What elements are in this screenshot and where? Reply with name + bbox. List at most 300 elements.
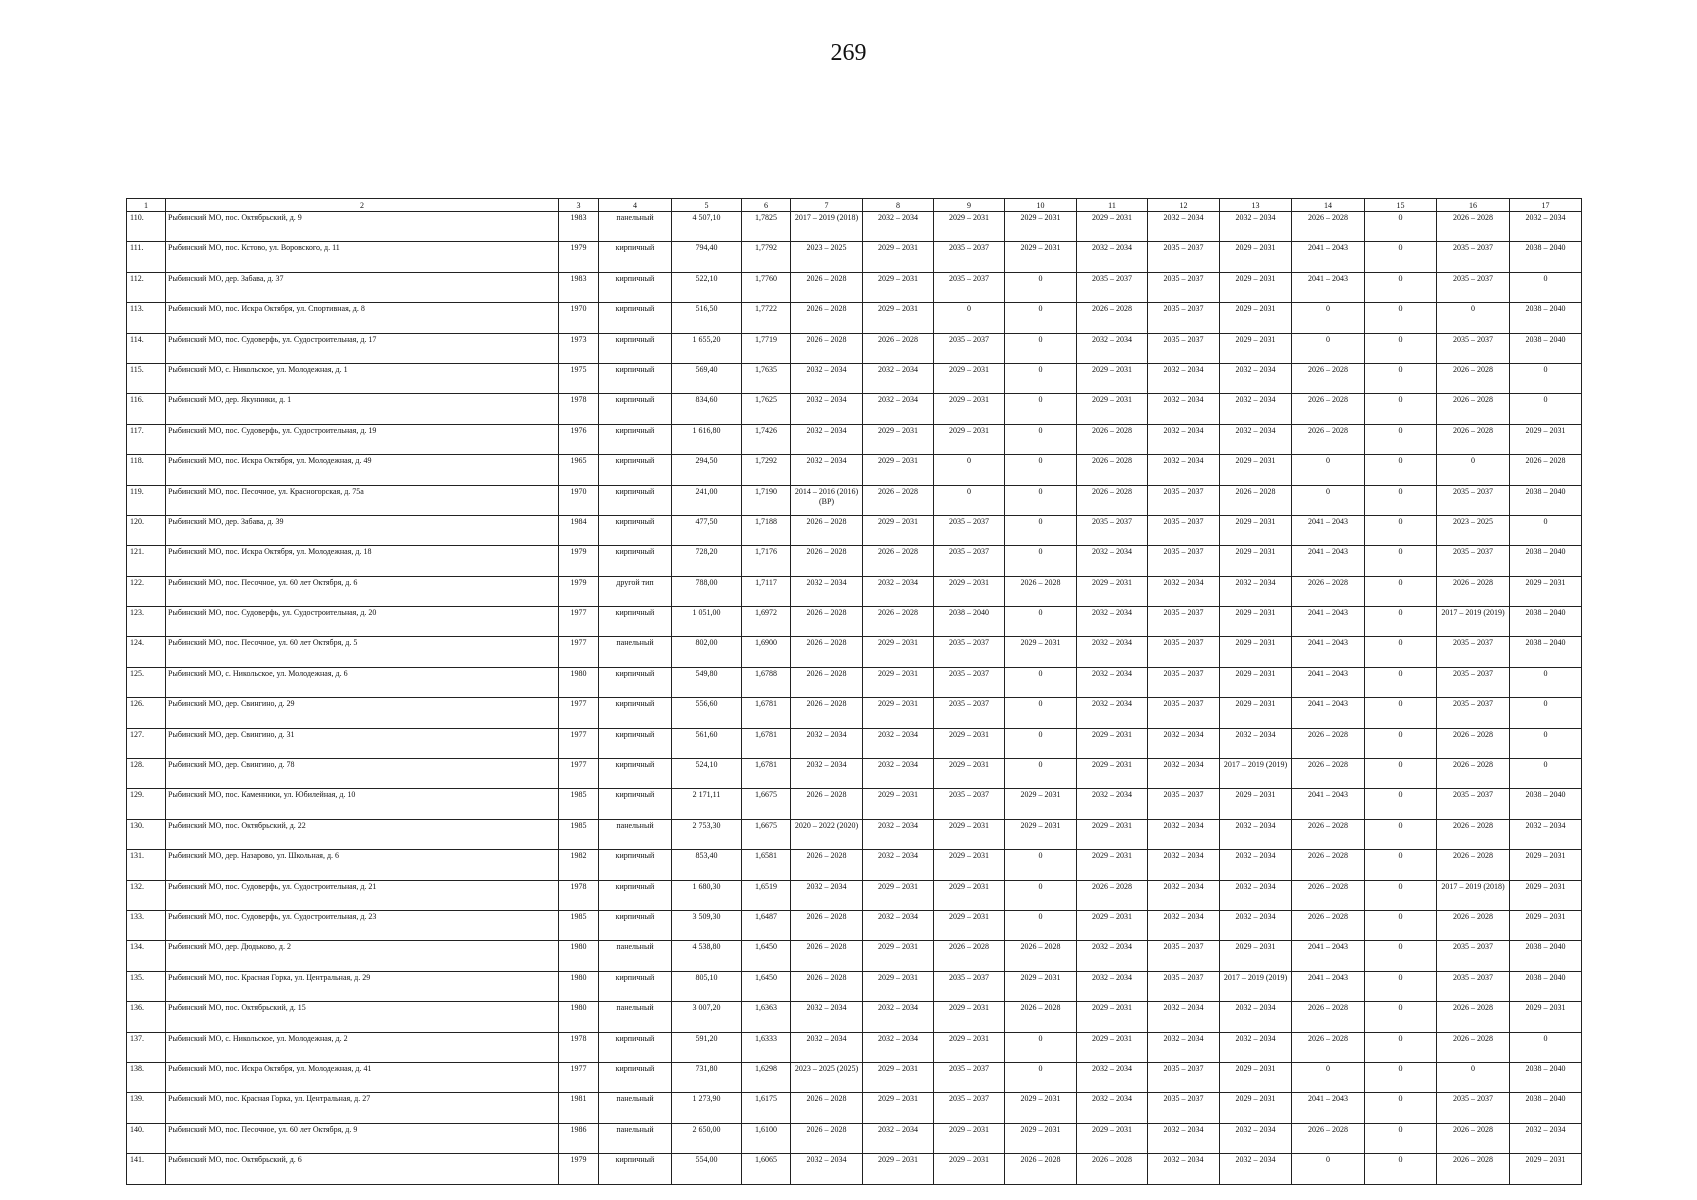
table-cell-col-7: 2032 – 2034 bbox=[791, 576, 863, 606]
table-cell-col-11: 2032 – 2034 bbox=[1077, 546, 1148, 576]
table-row bbox=[127, 941, 1582, 971]
table-cell-col-11: 2032 – 2034 bbox=[1077, 698, 1148, 728]
table-cell-col-15: 0 bbox=[1365, 667, 1437, 697]
table-cell-col-12: 2032 – 2034 bbox=[1148, 1123, 1220, 1153]
table-row bbox=[127, 759, 1582, 789]
table-cell-col-3: 1979 bbox=[559, 546, 599, 576]
table-cell-col-8: 2032 – 2034 bbox=[863, 212, 934, 242]
table-cell-col-17: 2038 – 2040 bbox=[1510, 637, 1582, 667]
table-cell-col-2: Рыбинский МО, пос. Кстово, ул. Воровского, д. 11 bbox=[166, 242, 559, 272]
table-cell-col-15: 0 bbox=[1365, 607, 1437, 637]
table-cell-col-11: 2032 – 2034 bbox=[1077, 1093, 1148, 1123]
table-cell-col-14: 2041 – 2043 bbox=[1292, 272, 1365, 302]
table-cell-col-16: 2026 – 2028 bbox=[1437, 576, 1510, 606]
table-cell-col-15: 0 bbox=[1365, 485, 1437, 515]
table-cell-col-9: 2029 – 2031 bbox=[934, 1123, 1005, 1153]
table-row bbox=[127, 698, 1582, 728]
table-cell-col-1: 127. bbox=[127, 728, 166, 758]
table-cell-col-12: 2032 – 2034 bbox=[1148, 455, 1220, 485]
table-cell-col-1: 119. bbox=[127, 485, 166, 515]
table-cell-col-12: 2032 – 2034 bbox=[1148, 394, 1220, 424]
table-cell-col-1: 122. bbox=[127, 576, 166, 606]
table-cell-col-1: 112. bbox=[127, 272, 166, 302]
table-cell-col-4: панельный bbox=[599, 212, 672, 242]
table-cell-col-8: 2032 – 2034 bbox=[863, 819, 934, 849]
table-cell-col-9: 2035 – 2037 bbox=[934, 637, 1005, 667]
table-cell-col-7: 2032 – 2034 bbox=[791, 728, 863, 758]
table-cell-col-5: 834,60 bbox=[672, 394, 742, 424]
table-cell-col-2: Рыбинский МО, пос. Песочное, ул. Красногорская, д. 75а bbox=[166, 485, 559, 515]
table-cell-col-13: 2032 – 2034 bbox=[1220, 363, 1292, 393]
table-cell-col-10: 0 bbox=[1005, 485, 1077, 515]
table-cell-col-3: 1983 bbox=[559, 272, 599, 302]
table-cell-col-1: 117. bbox=[127, 424, 166, 454]
table-cell-col-14: 2026 – 2028 bbox=[1292, 1123, 1365, 1153]
table-cell-col-10: 0 bbox=[1005, 1032, 1077, 1062]
table-cell-col-17: 0 bbox=[1510, 515, 1582, 545]
table-cell-col-9: 2026 – 2028 bbox=[934, 941, 1005, 971]
table-cell-col-9: 2035 – 2037 bbox=[934, 1093, 1005, 1123]
table-cell-col-10: 0 bbox=[1005, 394, 1077, 424]
table-cell-col-6: 1,6100 bbox=[742, 1123, 791, 1153]
table-cell-col-13: 2026 – 2028 bbox=[1220, 485, 1292, 515]
table-cell-col-13: 2032 – 2034 bbox=[1220, 212, 1292, 242]
table-cell-col-13: 2029 – 2031 bbox=[1220, 607, 1292, 637]
table-cell-col-16: 2026 – 2028 bbox=[1437, 1123, 1510, 1153]
table-cell-col-13: 2032 – 2034 bbox=[1220, 728, 1292, 758]
table-cell-col-9: 0 bbox=[934, 485, 1005, 515]
table-cell-col-6: 1,6788 bbox=[742, 667, 791, 697]
table-cell-col-3: 1985 bbox=[559, 819, 599, 849]
table-row bbox=[127, 850, 1582, 880]
table-cell-col-7: 2032 – 2034 bbox=[791, 880, 863, 910]
table-cell-col-12: 2032 – 2034 bbox=[1148, 759, 1220, 789]
table-cell-col-15: 0 bbox=[1365, 819, 1437, 849]
table-cell-col-10: 0 bbox=[1005, 363, 1077, 393]
table-cell-col-2: Рыбинский МО, пос. Октябрьский, д. 6 bbox=[166, 1154, 559, 1184]
table-cell-col-7: 2026 – 2028 bbox=[791, 515, 863, 545]
table-cell-col-9: 2029 – 2031 bbox=[934, 1002, 1005, 1032]
table-cell-col-9: 2029 – 2031 bbox=[934, 1032, 1005, 1062]
table-cell-col-1: 141. bbox=[127, 1154, 166, 1184]
table-cell-col-7: 2017 – 2019 (2018) bbox=[791, 212, 863, 242]
table-cell-col-9: 2029 – 2031 bbox=[934, 576, 1005, 606]
table-cell-col-9: 2029 – 2031 bbox=[934, 880, 1005, 910]
table-cell-col-4: панельный bbox=[599, 637, 672, 667]
table-cell-col-9: 0 bbox=[934, 303, 1005, 333]
table-cell-col-2: Рыбинский МО, пос. Судоверфь, ул. Судостроительная, д. 21 bbox=[166, 880, 559, 910]
table-cell-col-2: Рыбинский МО, пос. Искра Октября, ул. Молодежная, д. 18 bbox=[166, 546, 559, 576]
table-cell-col-8: 2029 – 2031 bbox=[863, 880, 934, 910]
table-cell-col-13: 2029 – 2031 bbox=[1220, 1062, 1292, 1092]
table-cell-col-4: кирпичный bbox=[599, 728, 672, 758]
housing-table bbox=[126, 198, 1582, 1185]
table-cell-col-8: 2026 – 2028 bbox=[863, 485, 934, 515]
table-cell-col-5: 554,00 bbox=[672, 1154, 742, 1184]
table-cell-col-10: 0 bbox=[1005, 424, 1077, 454]
table-cell-col-12: 2032 – 2034 bbox=[1148, 850, 1220, 880]
table-cell-col-4: кирпичный bbox=[599, 789, 672, 819]
table-cell-col-7: 2026 – 2028 bbox=[791, 333, 863, 363]
table-cell-col-11: 2029 – 2031 bbox=[1077, 1032, 1148, 1062]
table-cell-col-4: кирпичный bbox=[599, 424, 672, 454]
table-cell-col-5: 477,50 bbox=[672, 515, 742, 545]
table-cell-col-10: 0 bbox=[1005, 667, 1077, 697]
table-cell-col-13: 2029 – 2031 bbox=[1220, 303, 1292, 333]
table-cell-col-8: 2029 – 2031 bbox=[863, 667, 934, 697]
table-cell-col-1: 134. bbox=[127, 941, 166, 971]
table-cell-col-1: 115. bbox=[127, 363, 166, 393]
table-cell-col-5: 794,40 bbox=[672, 242, 742, 272]
table-cell-col-7: 2026 – 2028 bbox=[791, 667, 863, 697]
table-cell-col-5: 1 680,30 bbox=[672, 880, 742, 910]
table-cell-col-1: 113. bbox=[127, 303, 166, 333]
table-cell-col-6: 1,6333 bbox=[742, 1032, 791, 1062]
table-cell-col-12: 2032 – 2034 bbox=[1148, 363, 1220, 393]
table-cell-col-12: 2032 – 2034 bbox=[1148, 424, 1220, 454]
table-cell-col-5: 3 509,30 bbox=[672, 910, 742, 940]
table-cell-col-6: 1,6675 bbox=[742, 819, 791, 849]
table-cell-col-16: 2026 – 2028 bbox=[1437, 910, 1510, 940]
table-cell-col-14: 0 bbox=[1292, 1062, 1365, 1092]
header-row bbox=[127, 199, 1582, 212]
table-cell-col-14: 2026 – 2028 bbox=[1292, 576, 1365, 606]
table-row bbox=[127, 394, 1582, 424]
table-cell-col-15: 0 bbox=[1365, 546, 1437, 576]
table-cell-col-16: 2035 – 2037 bbox=[1437, 1093, 1510, 1123]
column-header-1: 1 bbox=[127, 199, 166, 212]
table-cell-col-15: 0 bbox=[1365, 424, 1437, 454]
table-cell-col-8: 2029 – 2031 bbox=[863, 1062, 934, 1092]
table-cell-col-12: 2032 – 2034 bbox=[1148, 212, 1220, 242]
table-cell-col-17: 2032 – 2034 bbox=[1510, 1123, 1582, 1153]
table-cell-col-15: 0 bbox=[1365, 1154, 1437, 1184]
table-cell-col-4: кирпичный bbox=[599, 303, 672, 333]
table-cell-col-17: 2026 – 2028 bbox=[1510, 455, 1582, 485]
table-cell-col-17: 2038 – 2040 bbox=[1510, 333, 1582, 363]
table-cell-col-13: 2032 – 2034 bbox=[1220, 910, 1292, 940]
table-cell-col-3: 1978 bbox=[559, 880, 599, 910]
table-cell-col-1: 114. bbox=[127, 333, 166, 363]
table-cell-col-10: 0 bbox=[1005, 546, 1077, 576]
table-cell-col-6: 1,6675 bbox=[742, 789, 791, 819]
table-cell-col-7: 2026 – 2028 bbox=[791, 303, 863, 333]
table-cell-col-9: 2029 – 2031 bbox=[934, 394, 1005, 424]
table-cell-col-8: 2029 – 2031 bbox=[863, 637, 934, 667]
table-cell-col-16: 2017 – 2019 (2018) bbox=[1437, 880, 1510, 910]
table-cell-col-14: 2041 – 2043 bbox=[1292, 667, 1365, 697]
table-cell-col-11: 2032 – 2034 bbox=[1077, 1062, 1148, 1092]
table-cell-col-7: 2032 – 2034 bbox=[791, 1002, 863, 1032]
table-cell-col-4: кирпичный bbox=[599, 850, 672, 880]
table-cell-col-8: 2032 – 2034 bbox=[863, 728, 934, 758]
table-cell-col-13: 2032 – 2034 bbox=[1220, 1032, 1292, 1062]
table-row bbox=[127, 1154, 1582, 1184]
table-cell-col-5: 2 753,30 bbox=[672, 819, 742, 849]
table-cell-col-15: 0 bbox=[1365, 363, 1437, 393]
table-cell-col-9: 2029 – 2031 bbox=[934, 424, 1005, 454]
table-cell-col-11: 2029 – 2031 bbox=[1077, 1123, 1148, 1153]
table-cell-col-15: 0 bbox=[1365, 1093, 1437, 1123]
table-cell-col-16: 2026 – 2028 bbox=[1437, 1154, 1510, 1184]
table-cell-col-3: 1980 bbox=[559, 667, 599, 697]
table-cell-col-3: 1977 bbox=[559, 698, 599, 728]
table-cell-col-13: 2029 – 2031 bbox=[1220, 242, 1292, 272]
table-cell-col-9: 2035 – 2037 bbox=[934, 1062, 1005, 1092]
table-cell-col-5: 2 650,00 bbox=[672, 1123, 742, 1153]
table-cell-col-17: 2038 – 2040 bbox=[1510, 546, 1582, 576]
table-cell-col-9: 2035 – 2037 bbox=[934, 333, 1005, 363]
table-cell-col-2: Рыбинский МО, пос. Красная Горка, ул. Центральная, д. 29 bbox=[166, 971, 559, 1001]
table-cell-col-4: кирпичный bbox=[599, 333, 672, 363]
table-cell-col-10: 0 bbox=[1005, 333, 1077, 363]
table-cell-col-13: 2032 – 2034 bbox=[1220, 424, 1292, 454]
table-row bbox=[127, 880, 1582, 910]
table-cell-col-1: 128. bbox=[127, 759, 166, 789]
table-cell-col-8: 2029 – 2031 bbox=[863, 941, 934, 971]
table-cell-col-5: 556,60 bbox=[672, 698, 742, 728]
table-cell-col-13: 2032 – 2034 bbox=[1220, 880, 1292, 910]
table-cell-col-16: 2026 – 2028 bbox=[1437, 819, 1510, 849]
table-cell-col-16: 2026 – 2028 bbox=[1437, 1002, 1510, 1032]
table-cell-col-10: 0 bbox=[1005, 728, 1077, 758]
table-cell-col-2: Рыбинский МО, пос. Искра Октября, ул. Спортивная, д. 8 bbox=[166, 303, 559, 333]
table-cell-col-14: 2026 – 2028 bbox=[1292, 1002, 1365, 1032]
table-row bbox=[127, 819, 1582, 849]
table-cell-col-10: 2026 – 2028 bbox=[1005, 1002, 1077, 1032]
table-cell-col-4: панельный bbox=[599, 941, 672, 971]
table-cell-col-1: 126. bbox=[127, 698, 166, 728]
column-header-15: 15 bbox=[1365, 199, 1437, 212]
table-cell-col-4: кирпичный bbox=[599, 667, 672, 697]
table-cell-col-12: 2032 – 2034 bbox=[1148, 576, 1220, 606]
table-cell-col-15: 0 bbox=[1365, 789, 1437, 819]
table-cell-col-5: 1 273,90 bbox=[672, 1093, 742, 1123]
table-cell-col-8: 2026 – 2028 bbox=[863, 546, 934, 576]
table-cell-col-9: 2029 – 2031 bbox=[934, 212, 1005, 242]
table-cell-col-12: 2035 – 2037 bbox=[1148, 1093, 1220, 1123]
table-cell-col-5: 4 538,80 bbox=[672, 941, 742, 971]
table-cell-col-10: 0 bbox=[1005, 910, 1077, 940]
table-cell-col-1: 136. bbox=[127, 1002, 166, 1032]
table-cell-col-17: 2038 – 2040 bbox=[1510, 242, 1582, 272]
table-row bbox=[127, 576, 1582, 606]
table-cell-col-11: 2029 – 2031 bbox=[1077, 819, 1148, 849]
table-cell-col-14: 2041 – 2043 bbox=[1292, 1093, 1365, 1123]
table-cell-col-10: 2029 – 2031 bbox=[1005, 637, 1077, 667]
table-cell-col-14: 2026 – 2028 bbox=[1292, 363, 1365, 393]
table-cell-col-11: 2029 – 2031 bbox=[1077, 1002, 1148, 1032]
table-cell-col-16: 2026 – 2028 bbox=[1437, 424, 1510, 454]
table-cell-col-4: кирпичный bbox=[599, 485, 672, 515]
table-cell-col-2: Рыбинский МО, дер. Якунники, д. 1 bbox=[166, 394, 559, 424]
table-row bbox=[127, 272, 1582, 302]
table-cell-col-4: кирпичный bbox=[599, 546, 672, 576]
column-header-16: 16 bbox=[1437, 199, 1510, 212]
table-cell-col-7: 2032 – 2034 bbox=[791, 363, 863, 393]
table-cell-col-3: 1977 bbox=[559, 728, 599, 758]
table-cell-col-14: 0 bbox=[1292, 333, 1365, 363]
table-cell-col-11: 2029 – 2031 bbox=[1077, 850, 1148, 880]
table-cell-col-6: 1,6781 bbox=[742, 698, 791, 728]
table-cell-col-4: кирпичный bbox=[599, 910, 672, 940]
table-cell-col-3: 1976 bbox=[559, 424, 599, 454]
table-cell-col-10: 2029 – 2031 bbox=[1005, 819, 1077, 849]
table-cell-col-13: 2029 – 2031 bbox=[1220, 515, 1292, 545]
table-cell-col-11: 2029 – 2031 bbox=[1077, 394, 1148, 424]
table-cell-col-16: 2035 – 2037 bbox=[1437, 546, 1510, 576]
table-cell-col-1: 140. bbox=[127, 1123, 166, 1153]
table-cell-col-12: 2035 – 2037 bbox=[1148, 971, 1220, 1001]
table-row bbox=[127, 424, 1582, 454]
table-cell-col-6: 1,7292 bbox=[742, 455, 791, 485]
table-cell-col-9: 2035 – 2037 bbox=[934, 272, 1005, 302]
table-cell-col-16: 2026 – 2028 bbox=[1437, 759, 1510, 789]
table-cell-col-3: 1978 bbox=[559, 394, 599, 424]
table-cell-col-1: 137. bbox=[127, 1032, 166, 1062]
table-cell-col-2: Рыбинский МО, дер. Свингино, д. 31 bbox=[166, 728, 559, 758]
table-cell-col-13: 2017 – 2019 (2019) bbox=[1220, 971, 1292, 1001]
table-cell-col-17: 0 bbox=[1510, 394, 1582, 424]
table-cell-col-16: 2035 – 2037 bbox=[1437, 272, 1510, 302]
table-cell-col-8: 2029 – 2031 bbox=[863, 424, 934, 454]
table-cell-col-5: 241,00 bbox=[672, 485, 742, 515]
table-cell-col-7: 2032 – 2034 bbox=[791, 455, 863, 485]
table-cell-col-12: 2035 – 2037 bbox=[1148, 515, 1220, 545]
table-cell-col-8: 2029 – 2031 bbox=[863, 272, 934, 302]
table-cell-col-2: Рыбинский МО, пос. Красная Горка, ул. Центральная, д. 27 bbox=[166, 1093, 559, 1123]
table-cell-col-1: 138. bbox=[127, 1062, 166, 1092]
table-cell-col-10: 2026 – 2028 bbox=[1005, 576, 1077, 606]
table-cell-col-8: 2029 – 2031 bbox=[863, 303, 934, 333]
table-cell-col-3: 1975 bbox=[559, 363, 599, 393]
table-cell-col-14: 0 bbox=[1292, 485, 1365, 515]
table-cell-col-12: 2032 – 2034 bbox=[1148, 728, 1220, 758]
table-cell-col-6: 1,6581 bbox=[742, 850, 791, 880]
table-cell-col-10: 2026 – 2028 bbox=[1005, 1154, 1077, 1184]
table-cell-col-9: 2035 – 2037 bbox=[934, 242, 1005, 272]
table-row bbox=[127, 242, 1582, 272]
column-header-12: 12 bbox=[1148, 199, 1220, 212]
table-cell-col-13: 2029 – 2031 bbox=[1220, 1093, 1292, 1123]
table-cell-col-11: 2032 – 2034 bbox=[1077, 637, 1148, 667]
table-cell-col-10: 2029 – 2031 bbox=[1005, 971, 1077, 1001]
table-cell-col-9: 2029 – 2031 bbox=[934, 910, 1005, 940]
table-cell-col-12: 2032 – 2034 bbox=[1148, 1032, 1220, 1062]
table-row bbox=[127, 212, 1582, 242]
table-cell-col-14: 2026 – 2028 bbox=[1292, 728, 1365, 758]
table-row bbox=[127, 971, 1582, 1001]
table-cell-col-2: Рыбинский МО, с. Никольское, ул. Молодежная, д. 6 bbox=[166, 667, 559, 697]
table-cell-col-2: Рыбинский МО, дер. Назарово, ул. Школьная, д. 6 bbox=[166, 850, 559, 880]
table-cell-col-7: 2026 – 2028 bbox=[791, 637, 863, 667]
table-cell-col-7: 2023 – 2025 bbox=[791, 242, 863, 272]
table-cell-col-4: кирпичный bbox=[599, 455, 672, 485]
table-row bbox=[127, 546, 1582, 576]
table-cell-col-1: 110. bbox=[127, 212, 166, 242]
table-cell-col-4: кирпичный bbox=[599, 698, 672, 728]
table-cell-col-16: 2026 – 2028 bbox=[1437, 212, 1510, 242]
table-cell-col-13: 2029 – 2031 bbox=[1220, 272, 1292, 302]
table-cell-col-2: Рыбинский МО, с. Никольское, ул. Молодежная, д. 2 bbox=[166, 1032, 559, 1062]
table-cell-col-15: 0 bbox=[1365, 910, 1437, 940]
table-cell-col-16: 0 bbox=[1437, 1062, 1510, 1092]
table-cell-col-11: 2032 – 2034 bbox=[1077, 941, 1148, 971]
column-header-7: 7 bbox=[791, 199, 863, 212]
table-row bbox=[127, 1123, 1582, 1153]
table-cell-col-14: 2026 – 2028 bbox=[1292, 819, 1365, 849]
table-cell-col-16: 2026 – 2028 bbox=[1437, 728, 1510, 758]
table-cell-col-2: Рыбинский МО, пос. Октябрьский, д. 15 bbox=[166, 1002, 559, 1032]
table-cell-col-1: 111. bbox=[127, 242, 166, 272]
table-cell-col-8: 2029 – 2031 bbox=[863, 971, 934, 1001]
table-cell-col-3: 1970 bbox=[559, 303, 599, 333]
table-cell-col-1: 133. bbox=[127, 910, 166, 940]
table-cell-col-12: 2035 – 2037 bbox=[1148, 607, 1220, 637]
table-cell-col-14: 2026 – 2028 bbox=[1292, 394, 1365, 424]
table-cell-col-10: 2029 – 2031 bbox=[1005, 242, 1077, 272]
table-cell-col-16: 2035 – 2037 bbox=[1437, 333, 1510, 363]
table-row bbox=[127, 1093, 1582, 1123]
table-cell-col-2: Рыбинский МО, пос. Искра Октября, ул. Молодежная, д. 41 bbox=[166, 1062, 559, 1092]
table-cell-col-6: 1,6781 bbox=[742, 759, 791, 789]
table-cell-col-5: 1 051,00 bbox=[672, 607, 742, 637]
table-cell-col-1: 118. bbox=[127, 455, 166, 485]
table-cell-col-17: 0 bbox=[1510, 728, 1582, 758]
table-cell-col-10: 2029 – 2031 bbox=[1005, 789, 1077, 819]
table-cell-col-3: 1986 bbox=[559, 1123, 599, 1153]
table-cell-col-8: 2032 – 2034 bbox=[863, 759, 934, 789]
table-cell-col-7: 2026 – 2028 bbox=[791, 698, 863, 728]
table-cell-col-3: 1985 bbox=[559, 910, 599, 940]
table-cell-col-14: 2041 – 2043 bbox=[1292, 546, 1365, 576]
table-cell-col-13: 2029 – 2031 bbox=[1220, 941, 1292, 971]
column-header-17: 17 bbox=[1510, 199, 1582, 212]
table-cell-col-15: 0 bbox=[1365, 394, 1437, 424]
table-cell-col-8: 2032 – 2034 bbox=[863, 1032, 934, 1062]
table-cell-col-15: 0 bbox=[1365, 698, 1437, 728]
table-cell-col-17: 2038 – 2040 bbox=[1510, 789, 1582, 819]
table-cell-col-11: 2026 – 2028 bbox=[1077, 1154, 1148, 1184]
table-cell-col-3: 1977 bbox=[559, 759, 599, 789]
table-cell-col-10: 0 bbox=[1005, 455, 1077, 485]
table-cell-col-14: 2041 – 2043 bbox=[1292, 242, 1365, 272]
table-cell-col-12: 2032 – 2034 bbox=[1148, 1154, 1220, 1184]
table-row bbox=[127, 1062, 1582, 1092]
table-cell-col-17: 2029 – 2031 bbox=[1510, 424, 1582, 454]
table-cell-col-15: 0 bbox=[1365, 728, 1437, 758]
table-cell-col-11: 2035 – 2037 bbox=[1077, 515, 1148, 545]
table-cell-col-14: 2041 – 2043 bbox=[1292, 637, 1365, 667]
table-cell-col-5: 731,80 bbox=[672, 1062, 742, 1092]
table-cell-col-6: 1,7176 bbox=[742, 546, 791, 576]
table-cell-col-17: 0 bbox=[1510, 1032, 1582, 1062]
table-cell-col-13: 2032 – 2034 bbox=[1220, 576, 1292, 606]
table-cell-col-14: 2026 – 2028 bbox=[1292, 1032, 1365, 1062]
table-cell-col-10: 0 bbox=[1005, 759, 1077, 789]
table-cell-col-2: Рыбинский МО, дер. Забава, д. 39 bbox=[166, 515, 559, 545]
table-cell-col-16: 2026 – 2028 bbox=[1437, 1032, 1510, 1062]
table-cell-col-16: 0 bbox=[1437, 455, 1510, 485]
table-cell-col-8: 2029 – 2031 bbox=[863, 515, 934, 545]
table-cell-col-5: 591,20 bbox=[672, 1032, 742, 1062]
table-cell-col-5: 3 007,20 bbox=[672, 1002, 742, 1032]
table-cell-col-7: 2026 – 2028 bbox=[791, 1123, 863, 1153]
table-cell-col-10: 2026 – 2028 bbox=[1005, 941, 1077, 971]
table-cell-col-6: 1,7625 bbox=[742, 394, 791, 424]
table-cell-col-7: 2032 – 2034 bbox=[791, 1032, 863, 1062]
table-cell-col-2: Рыбинский МО, пос. Искра Октября, ул. Молодежная, д. 49 bbox=[166, 455, 559, 485]
